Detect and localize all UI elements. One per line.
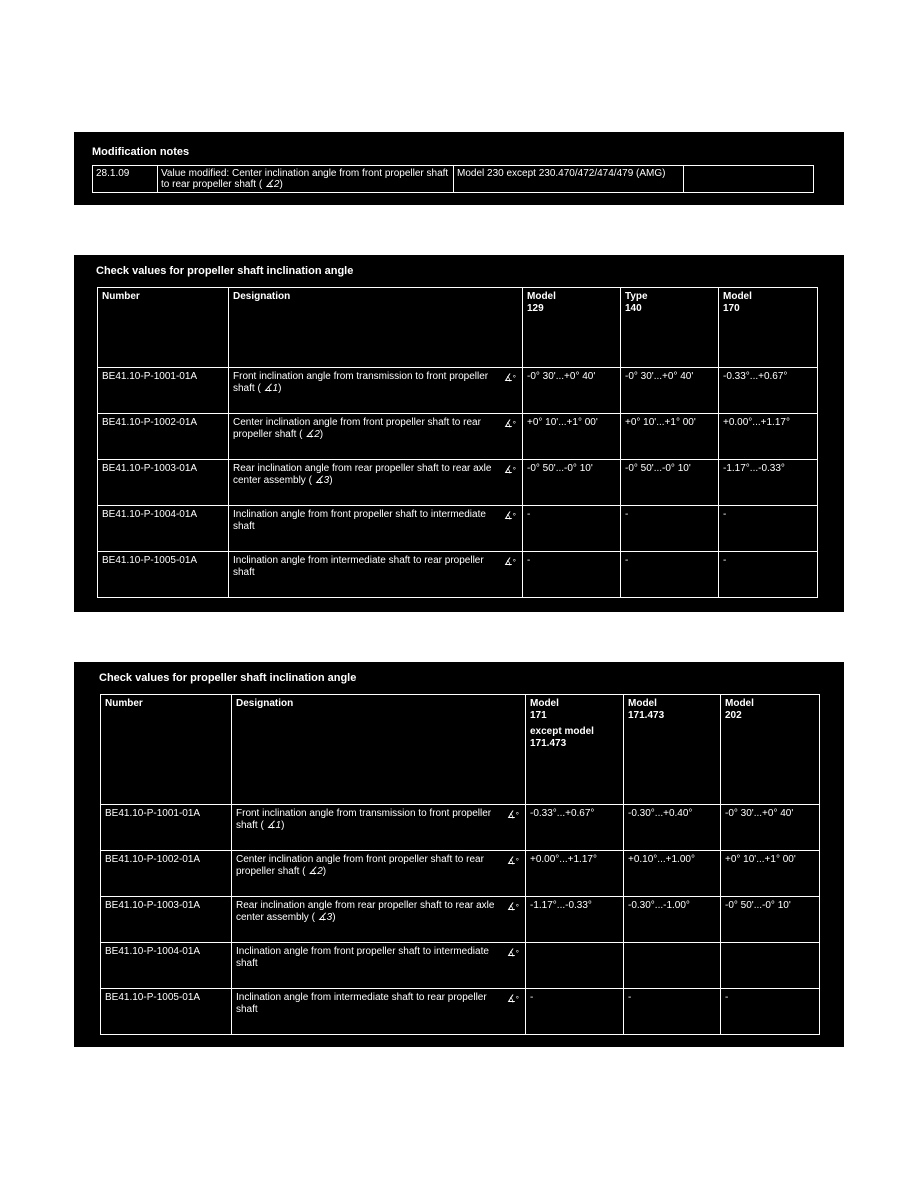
row-value: -0.33°...+0.67° bbox=[526, 805, 624, 851]
row-value: +0° 10'...+1° 00' bbox=[621, 414, 719, 460]
row-value: -0° 30'...+0° 40' bbox=[721, 805, 820, 851]
check-values-panel-1 bbox=[74, 255, 844, 612]
angle-symbol: ∡1 bbox=[263, 383, 279, 394]
table-header-row bbox=[98, 288, 818, 368]
check-values-title-2: Check values for propeller shaft inclination angle bbox=[99, 672, 357, 684]
table-row bbox=[98, 552, 818, 598]
row-value bbox=[721, 943, 820, 989]
angle-icon: ∡° bbox=[506, 948, 519, 959]
modification-notes-title: Modification notes bbox=[92, 146, 190, 158]
row-value: - bbox=[624, 989, 721, 1035]
row-value: - bbox=[523, 506, 621, 552]
angle-icon: ∡° bbox=[503, 557, 516, 568]
row-value: - bbox=[621, 552, 719, 598]
row-number: BE41.10-P-1005-01A bbox=[98, 552, 229, 598]
angle-icon: ∡° bbox=[506, 856, 519, 867]
table-row bbox=[101, 851, 820, 897]
table-row bbox=[98, 460, 818, 506]
row-value: +0° 10'...+1° 00' bbox=[523, 414, 621, 460]
angle-symbol: ∡1 bbox=[266, 820, 282, 831]
row-designation: Front inclination angle from transmission to front propeller shaft ( ∡1) ∡° bbox=[229, 368, 523, 414]
check-values-panel-2 bbox=[74, 662, 844, 1047]
col-designation-header: Designation bbox=[232, 695, 526, 805]
row-value: +0.00°...+1.17° bbox=[719, 414, 818, 460]
row-value: - bbox=[526, 989, 624, 1035]
row-value: -0.30°...-1.00° bbox=[624, 897, 721, 943]
angle-symbol: ∡2 bbox=[305, 429, 320, 440]
row-value: -0° 30'...+0° 40' bbox=[523, 368, 621, 414]
col-designation-header: Designation bbox=[229, 288, 523, 368]
angle-icon: ∡° bbox=[503, 511, 516, 522]
row-value: -0° 30'...+0° 40' bbox=[621, 368, 719, 414]
angle-icon: ∡° bbox=[503, 373, 516, 384]
row-value: - bbox=[523, 552, 621, 598]
angle-icon: ∡° bbox=[506, 902, 519, 913]
row-designation: Inclination angle from intermediate shaft to rear propeller shaft ∡° bbox=[229, 552, 523, 598]
col-model-header: Model 171 except model 171.473 bbox=[526, 695, 624, 805]
check-values-table-2 bbox=[100, 694, 820, 1035]
col-number-header: Number bbox=[98, 288, 229, 368]
angle-symbol: ∡3 bbox=[317, 912, 333, 923]
row-value: -1.17°...-0.33° bbox=[526, 897, 624, 943]
row-value: -1.17°...-0.33° bbox=[719, 460, 818, 506]
modification-applies: Model 230 except 230.470/472/474/479 (AMG) bbox=[454, 166, 684, 193]
row-designation: Center inclination angle from front propeller shaft to rear propeller shaft ( ∡2) ∡° bbox=[232, 851, 526, 897]
check-values-title-1: Check values for propeller shaft inclination angle bbox=[96, 265, 354, 277]
row-value: - bbox=[621, 506, 719, 552]
table-row bbox=[98, 368, 818, 414]
table-row bbox=[98, 506, 818, 552]
angle-icon: ∡° bbox=[503, 465, 516, 476]
col-model-header: Model 202 bbox=[721, 695, 820, 805]
row-value bbox=[624, 943, 721, 989]
row-value: - bbox=[721, 989, 820, 1035]
row-number: BE41.10-P-1002-01A bbox=[98, 414, 229, 460]
row-value: -0° 50'...-0° 10' bbox=[721, 897, 820, 943]
row-designation: Rear inclination angle from rear propeller shaft to rear axle center assembly ( ∡3) ∡° bbox=[229, 460, 523, 506]
angle-icon: ∡° bbox=[503, 419, 516, 430]
table-row bbox=[101, 989, 820, 1035]
row-value: - bbox=[719, 552, 818, 598]
row-value: +0.00°...+1.17° bbox=[526, 851, 624, 897]
table-header-row bbox=[101, 695, 820, 805]
row-number: BE41.10-P-1003-01A bbox=[101, 897, 232, 943]
check-values-table-1 bbox=[97, 287, 818, 598]
table-row bbox=[101, 805, 820, 851]
row-designation: Inclination angle from front propeller shaft to intermediate shaft ∡° bbox=[232, 943, 526, 989]
table-row bbox=[101, 897, 820, 943]
col-model-header: Type 140 bbox=[621, 288, 719, 368]
row-value: -0.30°...+0.40° bbox=[624, 805, 721, 851]
row-value: -0° 50'...-0° 10' bbox=[523, 460, 621, 506]
modification-notes-panel bbox=[74, 132, 844, 205]
col-model-header: Model 171.473 bbox=[624, 695, 721, 805]
angle-symbol: ∡2 bbox=[308, 866, 323, 877]
row-number: BE41.10-P-1004-01A bbox=[101, 943, 232, 989]
angle-icon: ∡° bbox=[506, 994, 519, 1005]
row-designation: Inclination angle from intermediate shaft to rear propeller shaft ∡° bbox=[232, 989, 526, 1035]
modification-notes-table bbox=[92, 165, 814, 193]
modification-row bbox=[93, 166, 814, 193]
row-value: - bbox=[719, 506, 818, 552]
row-number: BE41.10-P-1001-01A bbox=[98, 368, 229, 414]
col-number-header: Number bbox=[101, 695, 232, 805]
row-designation: Rear inclination angle from rear propeller shaft to rear axle center assembly ( ∡3) ∡° bbox=[232, 897, 526, 943]
row-number: BE41.10-P-1002-01A bbox=[101, 851, 232, 897]
row-value: +0.10°...+1.00° bbox=[624, 851, 721, 897]
row-value: -0.33°...+0.67° bbox=[719, 368, 818, 414]
row-number: BE41.10-P-1001-01A bbox=[101, 805, 232, 851]
row-value: +0° 10'...+1° 00' bbox=[721, 851, 820, 897]
angle-icon: ∡° bbox=[506, 810, 519, 821]
row-designation: Inclination angle from front propeller shaft to intermediate shaft ∡° bbox=[229, 506, 523, 552]
table-row bbox=[98, 414, 818, 460]
modification-change: Value modified: Center inclination angle from front propeller shaft to rear propeller shaft ( ∡2) bbox=[158, 166, 454, 193]
angle-symbol: ∡2 bbox=[264, 179, 280, 190]
row-number: BE41.10-P-1003-01A bbox=[98, 460, 229, 506]
row-number: BE41.10-P-1004-01A bbox=[98, 506, 229, 552]
angle-symbol: ∡3 bbox=[314, 475, 330, 486]
modification-extra bbox=[684, 166, 814, 193]
col-model-header: Model 170 bbox=[719, 288, 818, 368]
row-number: BE41.10-P-1005-01A bbox=[101, 989, 232, 1035]
row-designation: Center inclination angle from front propeller shaft to rear propeller shaft ( ∡2) ∡° bbox=[229, 414, 523, 460]
col-model-header: Model 129 bbox=[523, 288, 621, 368]
row-value bbox=[526, 943, 624, 989]
row-value: -0° 50'...-0° 10' bbox=[621, 460, 719, 506]
row-designation: Front inclination angle from transmission to front propeller shaft ( ∡1) ∡° bbox=[232, 805, 526, 851]
table-row bbox=[101, 943, 820, 989]
modification-date: 28.1.09 bbox=[93, 166, 158, 193]
